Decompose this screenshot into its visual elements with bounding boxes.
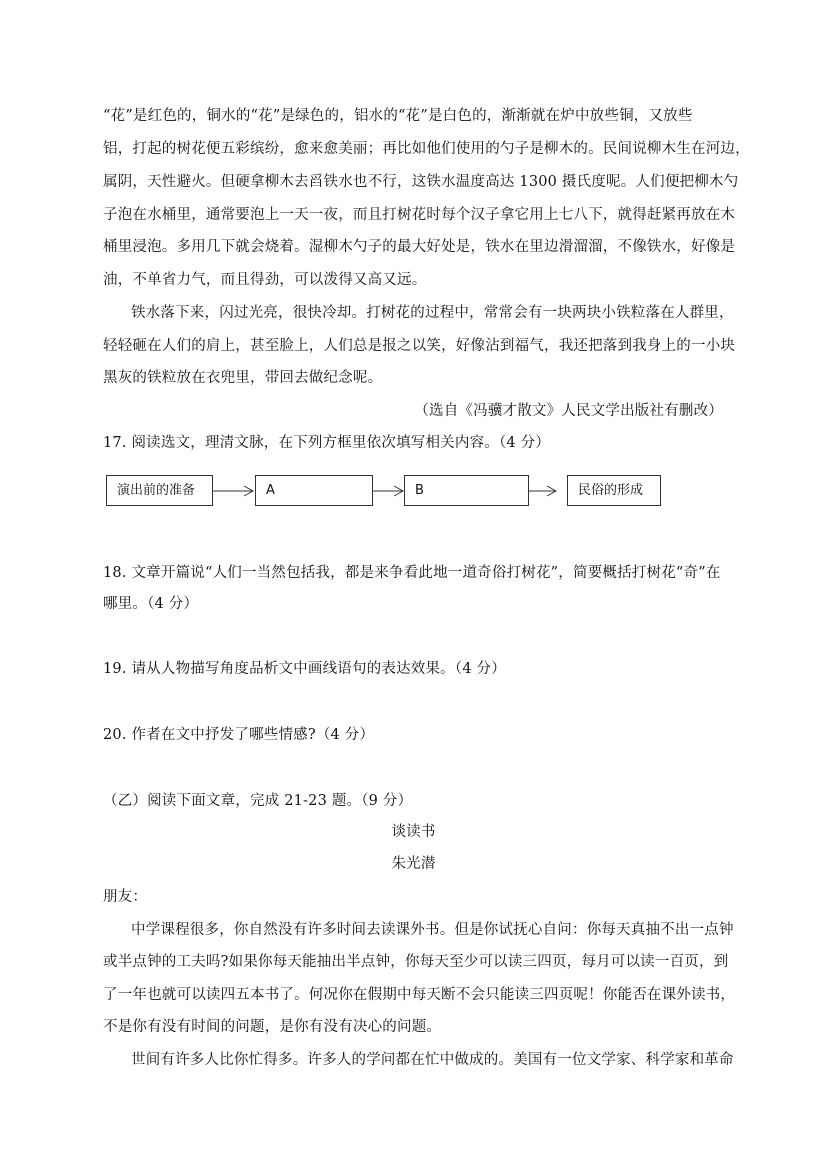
passage-a-p2-line-2: 轻轻砸在人们的肩上，甚至脸上，人们总是报之以笑，好像沾到福气，我还把落到我身上的一小块 — [103, 338, 736, 354]
passage-b-p1-line-3: 了一年也就可以读四五本书了。何况你在假期中每天断不会只能读三四页呢！你能否在课外读书， — [103, 987, 736, 1003]
question-17: 17. 阅读选文，理清文脉，在下列方框里依次填写相关内容。（4 分） — [103, 435, 551, 451]
passage-a-source: （选自《冯骥才散文》人民文学出版社有删改） — [414, 403, 723, 419]
flowchart-box-preparation: 演出前的准备 — [106, 475, 213, 506]
passage-b-p1-line-2: 或半点钟的工夫吗?如果你每天能抽出半点钟，你每天至少可以读三四页，每月可以读一百页，到 — [103, 954, 729, 970]
flowchart-box-folk-custom: 民俗的形成 — [567, 475, 661, 506]
flowchart-box-a: A — [255, 475, 373, 506]
passage-b-author: 朱光潜 — [391, 856, 436, 872]
passage-b-title: 谈读书 — [391, 824, 436, 840]
flowchart-arrow-3 — [529, 483, 558, 499]
question-18-line-1: 18. 文章开篇说“人们一当然包括我，都是来争看此地一道奇俗打树花”，简要概括打树花“奇”在 — [103, 565, 721, 581]
passage-a-p1-line-6: 油，不单省力气，而且得劲，可以泼得又高又远。 — [103, 272, 427, 288]
passage-b-intro: （乙）阅读下面文章，完成 21-23 题。（9 分） — [103, 793, 413, 809]
flowchart-arrow-1 — [213, 483, 255, 499]
passage-a-p1-line-1: “花”是红色的，铜水的“花”是绿色的，铝水的“花”是白色的，渐渐就在炉中放些铜，又放些 — [103, 108, 693, 124]
passage-b-p2-line-1: 世间有许多人比你忙得多。许多人的学问都在忙中做成的。美国有一位文学家、科学家和革命 — [131, 1052, 734, 1068]
passage-a-p1-line-3: 属阴，天性避火。但硬拿柳木去舀铁水也不行，这铁水温度高达 1300 摄氏度呢。人们便把柳木勺 — [103, 174, 739, 190]
passage-a-p2-line-3: 黑灰的铁粒放在衣兜里，带回去做纪念呢。 — [103, 370, 383, 386]
flowchart-box-b: B — [404, 475, 529, 506]
passage-a-p1-line-2: 铝，打起的树花便五彩缤纷，愈来愈美丽；再比如他们使用的勺子是柳木的。民间说柳木生在河边， — [103, 141, 750, 157]
passage-b-p1-line-1: 中学课程很多，你自然没有许多时间去读课外书。但是你试抚心自问：你每天真抽不出一点钟 — [131, 922, 734, 938]
flowchart-arrow-2 — [373, 483, 404, 499]
passage-a-p1-line-4: 子泡在水桶里，通常要泡上一天一夜，而且打树花时每个汉子拿它用上七八下，就得赶紧再放在木 — [103, 207, 736, 223]
question-18-line-2: 哪里。（4 分） — [103, 596, 199, 612]
passage-b-salutation: 朋友： — [103, 889, 148, 905]
passage-a-p1-line-5: 桶里浸泡。多用几下就会烧着。湿柳木勺子的最大好处是，铁水在里边滑溜溜，不像铁水，好像是 — [103, 239, 736, 255]
question-19: 19. 请从人物描写角度品析文中画线语句的表达效果。（4 分） — [103, 661, 506, 677]
question-20: 20. 作者在文中抒发了哪些情感?（4 分） — [103, 727, 375, 743]
passage-b-p1-line-4: 不是你有没有时间的问题，是你有没有决心的问题。 — [103, 1019, 442, 1035]
passage-a-p2-line-1: 铁水落下来，闪过光亮，很快冷却。打树花的过程中，常常会有一块两块小铁粒落在人群里， — [131, 305, 734, 321]
